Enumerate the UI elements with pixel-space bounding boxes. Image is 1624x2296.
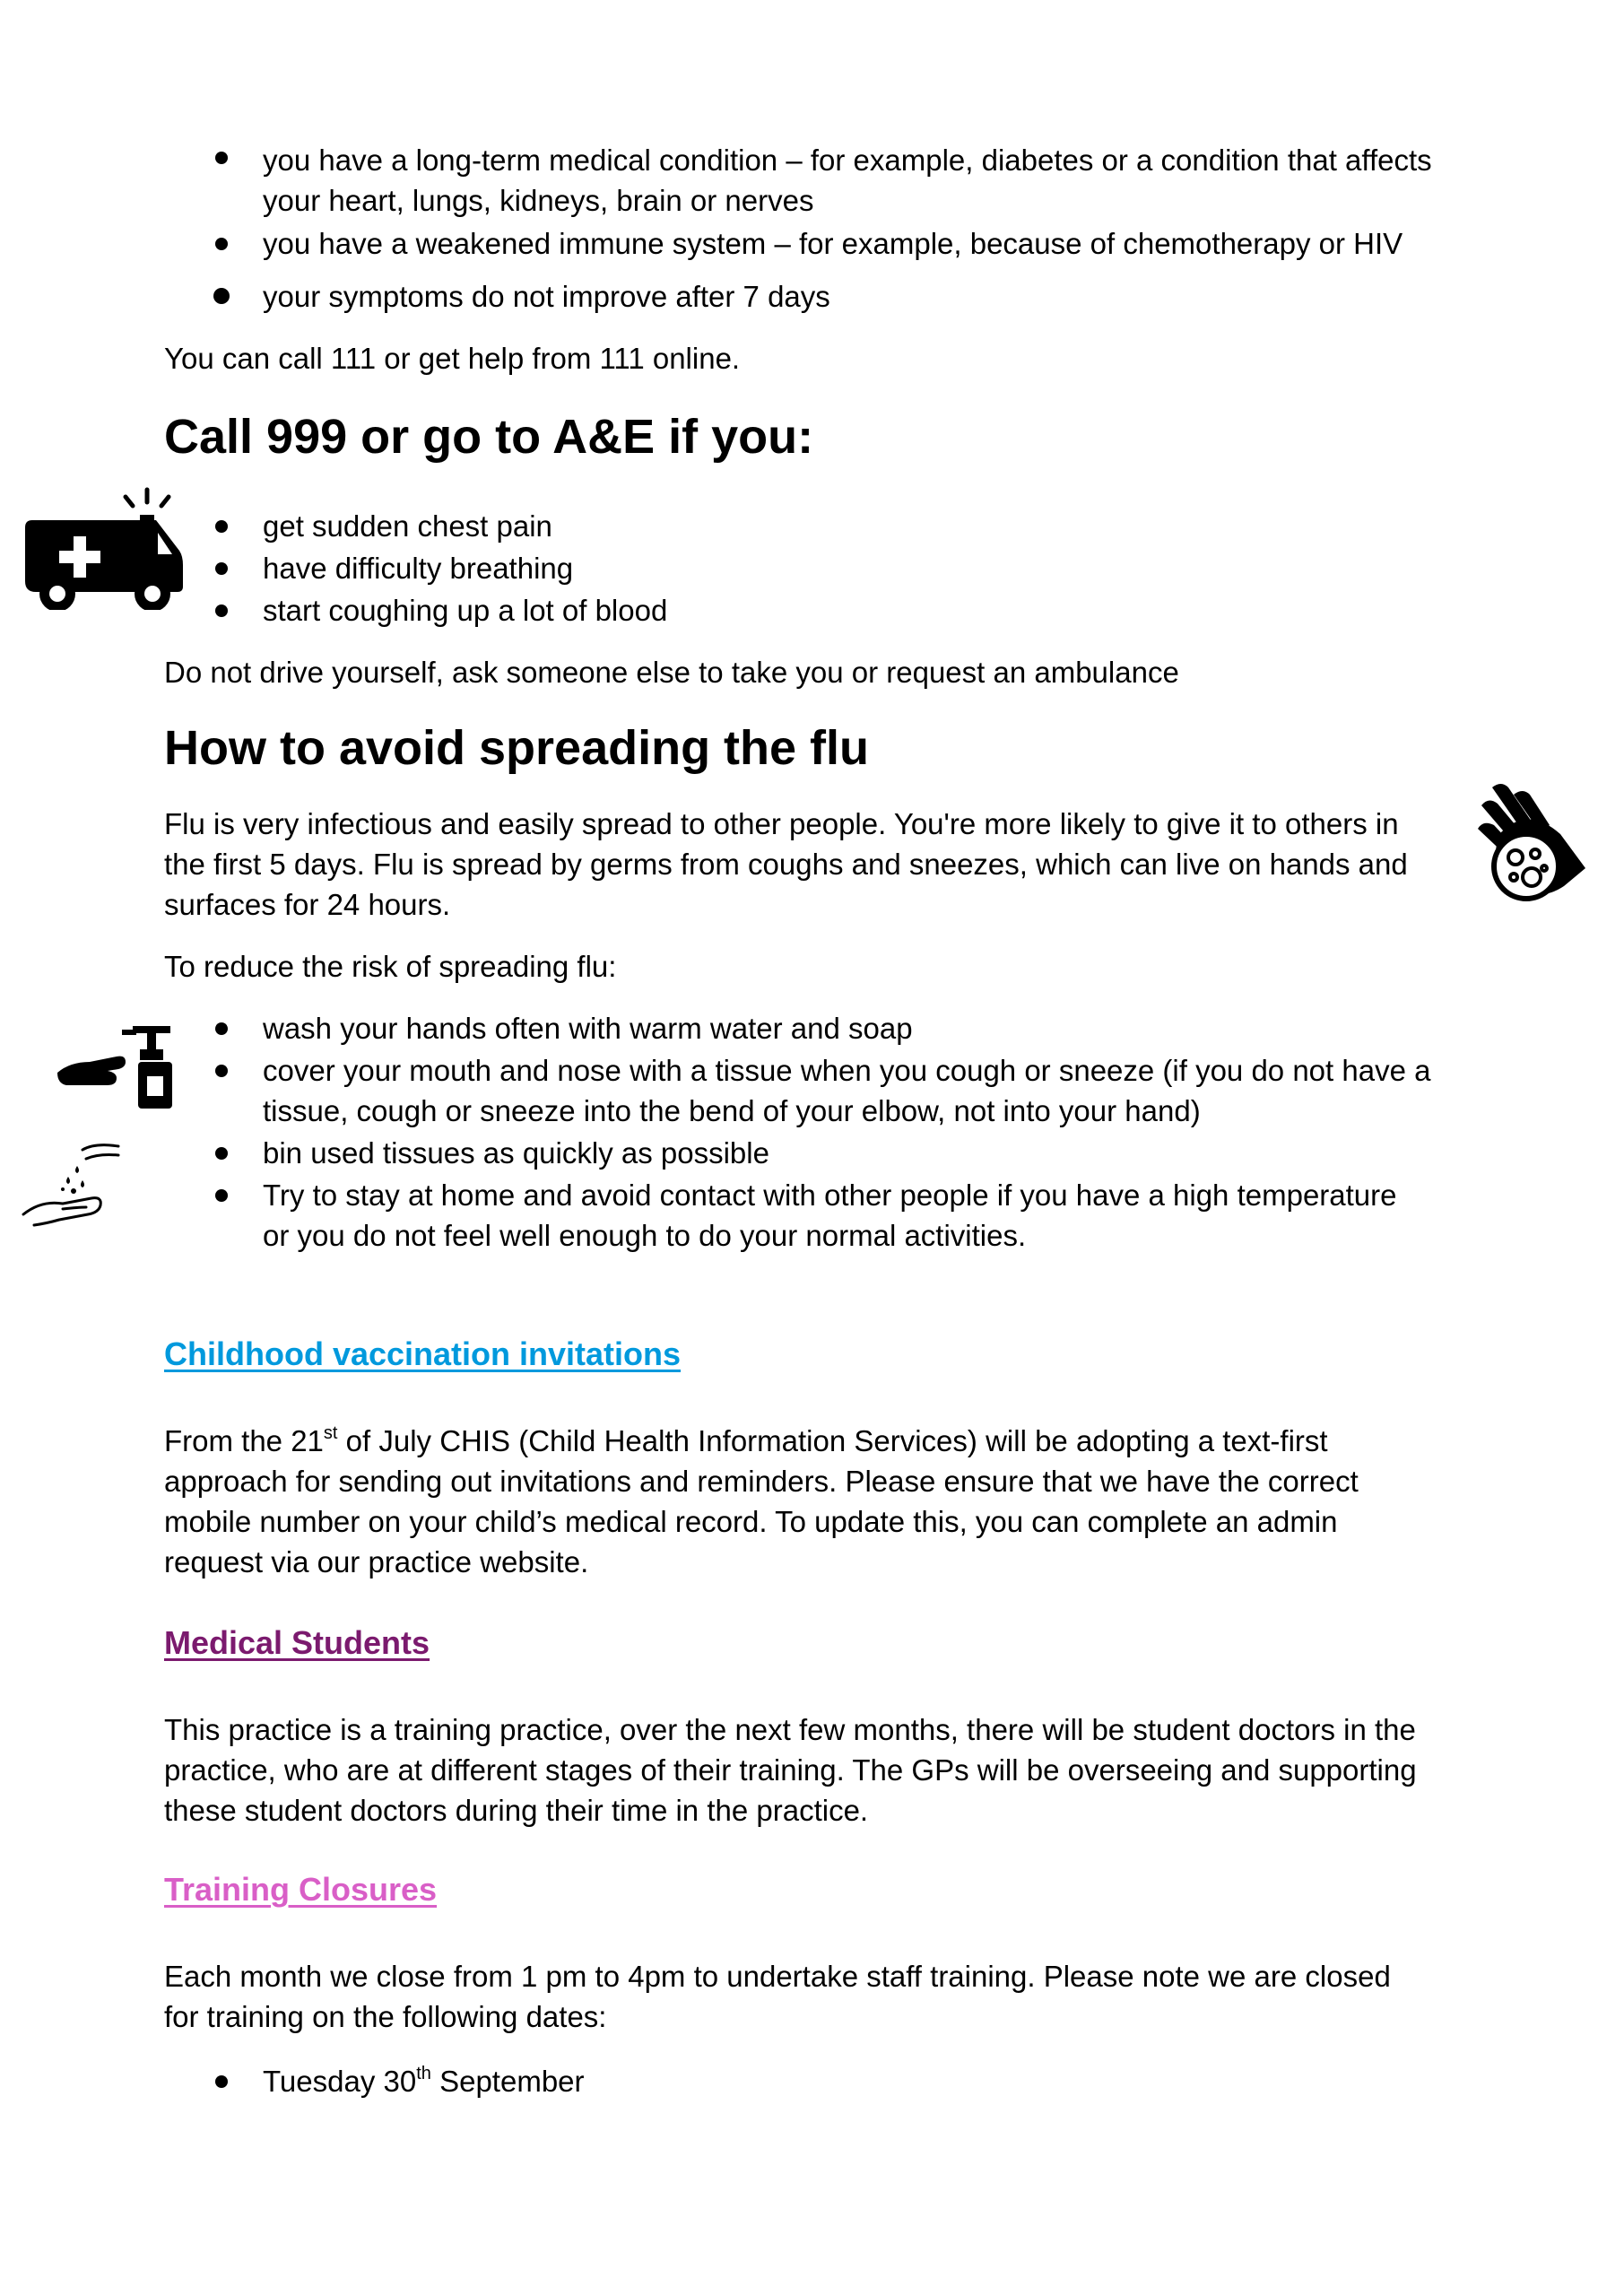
childhood-paragraph: approach for sending out invitations and reminders. Please ensure that we have the correct — [164, 1465, 1359, 1498]
bullet — [215, 562, 228, 575]
students-paragraph: This practice is a training practice, over the next few months, there will be student doctors in the — [164, 1713, 1416, 1746]
avoid-flu-paragraph: surfaces for 24 hours. — [164, 888, 451, 921]
list-item: have difficulty breathing — [263, 552, 574, 585]
list-item: or you do not feel well enough to do your normal activities. — [263, 1219, 1027, 1252]
list-item: Try to stay at home and avoid contact with other people if you have a high temperature — [263, 1178, 1397, 1212]
list-item: tissue, cough or sneeze into the bend of your elbow, not into your hand) — [263, 1094, 1201, 1127]
training-closures-heading: Training Closures — [164, 1871, 438, 1908]
avoid-flu-paragraph: the first 5 days. Flu is spread by germs from coughs and sneezes, which can live on hands and — [164, 848, 1408, 881]
childhood-paragraph: From the 21st of July CHIS (Child Health Information Services) will be adopting a text-first — [164, 1423, 1328, 1457]
training-date-item: Tuesday 30th September — [263, 2064, 585, 2098]
bullet — [215, 152, 228, 164]
hand-washing-icon — [20, 1137, 127, 1227]
training-paragraph: Each month we close from 1 pm to 4pm to undertake staff training. Please note we are closed — [164, 1960, 1391, 1993]
emergency-note: Do not drive yourself, ask someone else to take you or request an ambulance — [164, 656, 1179, 689]
list-item: your heart, lungs, kidneys, brain or nerves — [263, 184, 814, 217]
germ-hand-icon — [1474, 778, 1591, 904]
childhood-vaccination-heading[interactable]: Childhood vaccination invitations — [164, 1335, 682, 1372]
list-item: cover your mouth and nose with a tissue when you cough or sneeze (if you do not have a — [263, 1054, 1431, 1087]
training-paragraph: for training on the following dates: — [164, 2000, 607, 2033]
call-111-text: You can call 111 or get help from 111 online. — [164, 342, 741, 375]
bullet — [215, 2075, 228, 2088]
bullet — [215, 1065, 228, 1077]
avoid-flu-paragraph: Flu is very infectious and easily spread to other people. You're more likely to give it to others in — [164, 807, 1399, 840]
bullet — [215, 1022, 228, 1035]
list-item: your symptoms do not improve after 7 days — [263, 280, 830, 313]
bullet — [215, 520, 228, 533]
childhood-paragraph: mobile number on your child’s medical record. To update this, you can complete an admin — [164, 1505, 1338, 1538]
list-item: bin used tissues as quickly as possible — [263, 1136, 769, 1170]
students-paragraph: these student doctors during their time in the practice. — [164, 1794, 869, 1827]
list-item: start coughing up a lot of blood — [263, 594, 668, 627]
list-item: you have a weakened immune system – for example, because of chemotherapy or HIV — [263, 227, 1403, 260]
avoid-flu-intro: To reduce the risk of spreading flu: — [164, 950, 617, 983]
bullet — [215, 238, 228, 250]
bullet — [215, 1189, 228, 1202]
list-item: you have a long-term medical condition – for example, diabetes or a condition that affects — [263, 144, 1432, 177]
emergency-heading: Call 999 or go to A&E if you: — [164, 410, 814, 464]
list-item: wash your hands often with warm water and soap — [263, 1012, 913, 1045]
bullet — [215, 1147, 228, 1160]
medical-students-heading: Medical Students — [164, 1624, 430, 1661]
ambulance-icon — [22, 484, 192, 610]
bullet — [215, 604, 228, 617]
childhood-paragraph: request via our practice website. — [164, 1545, 589, 1578]
students-paragraph: practice, who are at different stages of their training. The GPs will be overseeing and supporting — [164, 1753, 1417, 1787]
hand-sanitizer-icon — [54, 1022, 179, 1112]
list-item: get sudden chest pain — [263, 509, 552, 543]
bullet — [213, 288, 230, 304]
avoid-flu-heading: How to avoid spreading the flu — [164, 721, 870, 775]
